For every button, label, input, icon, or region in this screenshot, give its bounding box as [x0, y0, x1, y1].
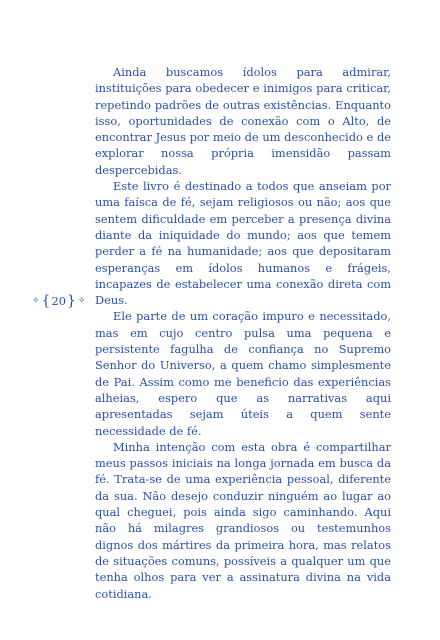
paragraph: Ele parte de um coração impuro e necessitado, mas em cujo centro pulsa uma pequena e persistente fagulha de confiança no Supremo Senhor do Universo, a quem chamo simplesmente de Pai. Assim como me beneficio das experiências alheias, espero que as narrativas aqui apresentadas sejam úteis a quem sente necessidade de fé. — [95, 309, 391, 438]
paragraph: Ainda buscamos ídolos para admirar, instituições para obedecer e inimigos para criticar, repetindo padrões de outras existências. Enquanto isso, oportunidades de conexão com o Alto, de encontrar Jesus por meio de um desconhecido e de explorar nossa própria imensidão passam despercebidas. — [95, 65, 391, 177]
page-number: 20 — [51, 294, 66, 308]
ornament-left-icon: ✧ — [32, 296, 40, 306]
body-text — [95, 64, 391, 602]
brace-open: { — [41, 293, 51, 309]
ornament-right-icon: ✧ — [77, 296, 86, 306]
brace-close: } — [66, 293, 76, 309]
page-number-folio — [31, 293, 86, 309]
paragraph: Minha intenção com esta obra é compartilhar meus passos iniciais na longa jornada em busca da fé. Trata-se de uma experiência pessoal, diferente da sua. Não desejo conduzir ninguém ao lugar ao qual cheguei, pois ainda sigo caminhando. Aqui não há milagres grandiosos ou testemunhos dignos dos mártires da primeira hora, mas relatos de situações comuns, possíveis a qualquer um que tenha olhos para ver a assinatura divina na vida cotidiana. — [95, 439, 391, 601]
paragraph: Este livro é destinado a todos que anseiam por uma faísca de fé, sejam religiosos ou não; aos que sentem dificuldade em perceber a presença divina diante da iniquidade do mundo; aos que temem perder a fé na humanidade; aos que depositaram esperanças em ídolos humanos e frágeis, incapazes de estabelecer uma conexão direta com Deus. — [95, 179, 391, 308]
